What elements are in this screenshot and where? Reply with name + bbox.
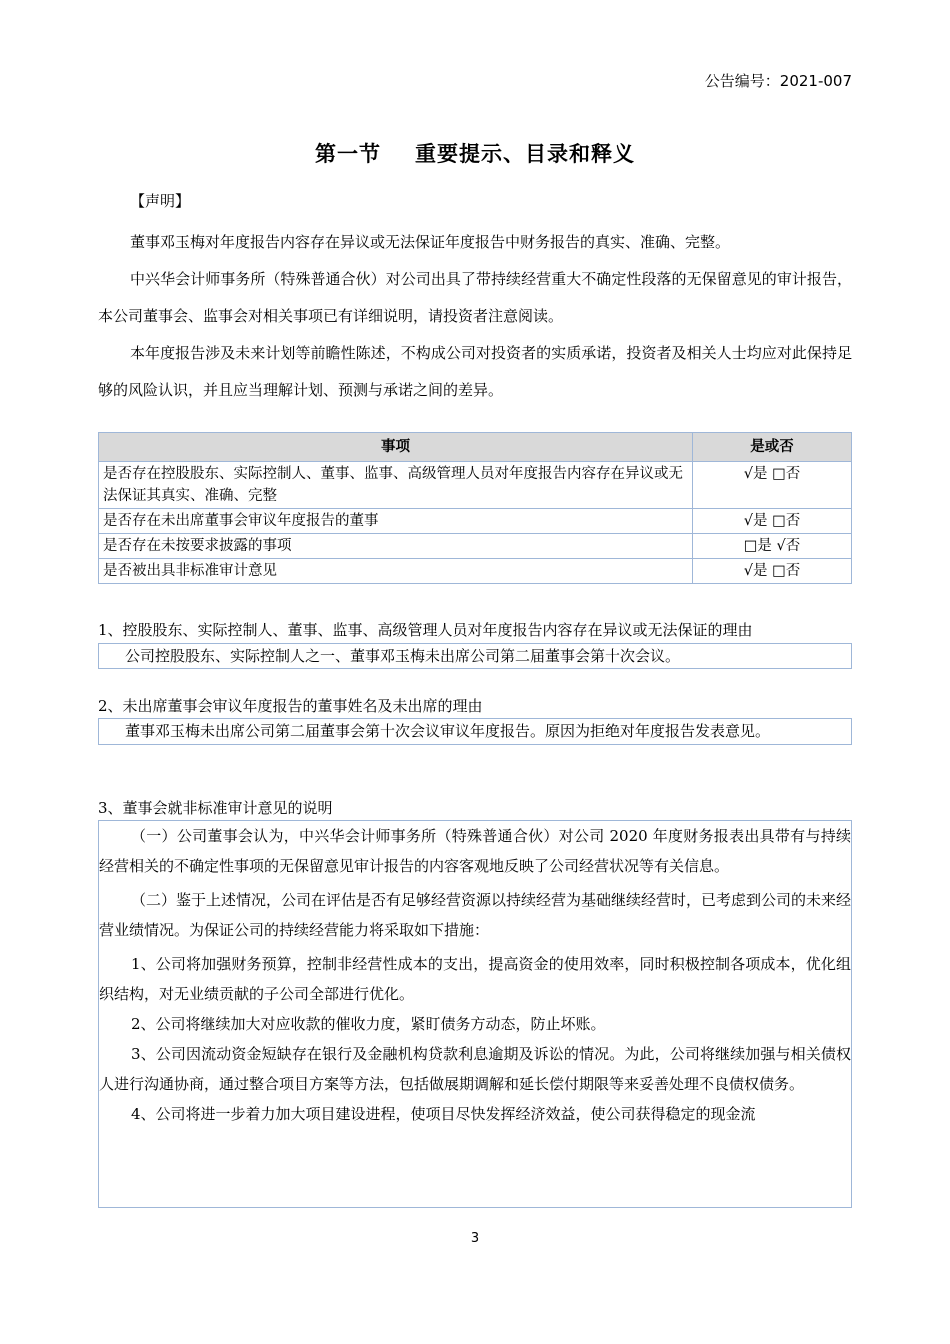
section3-label: 3、董事会就非标准审计意见的说明 xyxy=(98,799,333,817)
page-number: 3 xyxy=(470,1231,480,1246)
declaration-paragraph-2: 中兴华会计师事务所（特殊普通合伙）对公司出具了带持续经营重大不确定性段落的无保留意见的审计报告，本公司董事会、监事会对相关事项已有详细说明，请投资者注意阅读。 xyxy=(98,270,852,325)
table-row xyxy=(99,462,852,509)
declaration-paragraph-1: 董事邓玉梅对年度报告内容存在异议或无法保证年度报告中财务报告的真实、准确、完整。 xyxy=(130,233,731,251)
table-row xyxy=(99,559,852,584)
section3-paragraph-5: 3、公司因流动资金短缺存在银行及金融机构贷款利息逾期及诉讼的情况。为此，公司将继续加强与相关债权人进行沟通协商，通过整合项目方案等方法，包括做展期调解和延长偿付期限等来妥善处理不良债权债务。 xyxy=(99,1045,851,1093)
row-answer: √是 □否 xyxy=(693,559,852,584)
section2-content: 董事邓玉梅未出席公司第二届董事会第十次会议审议年度报告。原因为拒绝对年度报告发表意见。 xyxy=(98,718,852,745)
row-item: 是否被出具非标准审计意见 xyxy=(99,559,693,584)
section-title-name: 重要提示、目录和释义 xyxy=(415,142,635,166)
section3-paragraph-4: 2、公司将继续加大对应收款的催收力度，紧盯债务方动态，防止坏账。 xyxy=(131,1015,606,1033)
row-answer: □是 √否 xyxy=(693,534,852,559)
header-answer: 是或否 xyxy=(693,433,852,462)
section3-paragraph-6: 4、公司将进一步着力加大项目建设进程，使项目尽快发挥经济效益，使公司获得稳定的现金流 xyxy=(131,1105,756,1123)
section1-label: 1、控股股东、实际控制人、董事、监事、高级管理人员对年度报告内容存在异议或无法保证的理由 xyxy=(98,621,753,639)
section3-paragraph-3: 1、公司将加强财务预算，控制非经营性成本的支出，提高资金的使用效率，同时积极控制各项成本，优化组织结构，对无业绩贡献的子公司全部进行优化。 xyxy=(99,955,851,1003)
table-row xyxy=(99,509,852,534)
row-answer: √是 □否 xyxy=(693,509,852,534)
declaration-heading: 【声明】 xyxy=(130,192,191,210)
section-title xyxy=(0,138,950,168)
notice-number: 公告编号：2021-007 xyxy=(704,72,852,90)
section2-label: 2、未出席董事会审议年度报告的董事姓名及未出席的理由 xyxy=(98,697,483,715)
section1-content: 公司控股股东、实际控制人之一、董事邓玉梅未出席公司第二届董事会第十次会议。 xyxy=(98,643,852,669)
table-row xyxy=(99,534,852,559)
section3-content xyxy=(98,820,852,1208)
header-item: 事项 xyxy=(99,433,693,462)
section3-paragraph-1: （一）公司董事会认为，中兴华会计师事务所（特殊普通合伙）对公司 2020 年度财务报表出具带有与持续经营相关的不确定性事项的无保留意见审计报告的内容客观地反映了公司经营状况等有关信息。 xyxy=(99,827,851,875)
section-title-number: 第一节 xyxy=(315,142,381,166)
matters-table xyxy=(98,432,852,584)
table-header-row xyxy=(99,433,852,462)
row-item: 是否存在未出席董事会审议年度报告的董事 xyxy=(99,509,693,534)
section3-paragraph-2: （二）鉴于上述情况，公司在评估是否有足够经营资源以持续经营为基础继续经营时，已考虑到公司的未来经营业绩情况。为保证公司的持续经营能力将采取如下措施： xyxy=(99,891,852,939)
row-item: 是否存在未按要求披露的事项 xyxy=(99,534,693,559)
declaration-paragraph-3: 本年度报告涉及未来计划等前瞻性陈述，不构成公司对投资者的实质承诺，投资者及相关人士均应对此保持足够的风险认识，并且应当理解计划、预测与承诺之间的差异。 xyxy=(98,344,852,399)
row-item: 是否存在控股股东、实际控制人、董事、监事、高级管理人员对年度报告内容存在异议或无法保证其真实、准确、完整 xyxy=(99,462,693,509)
row-answer: √是 □否 xyxy=(693,462,852,509)
